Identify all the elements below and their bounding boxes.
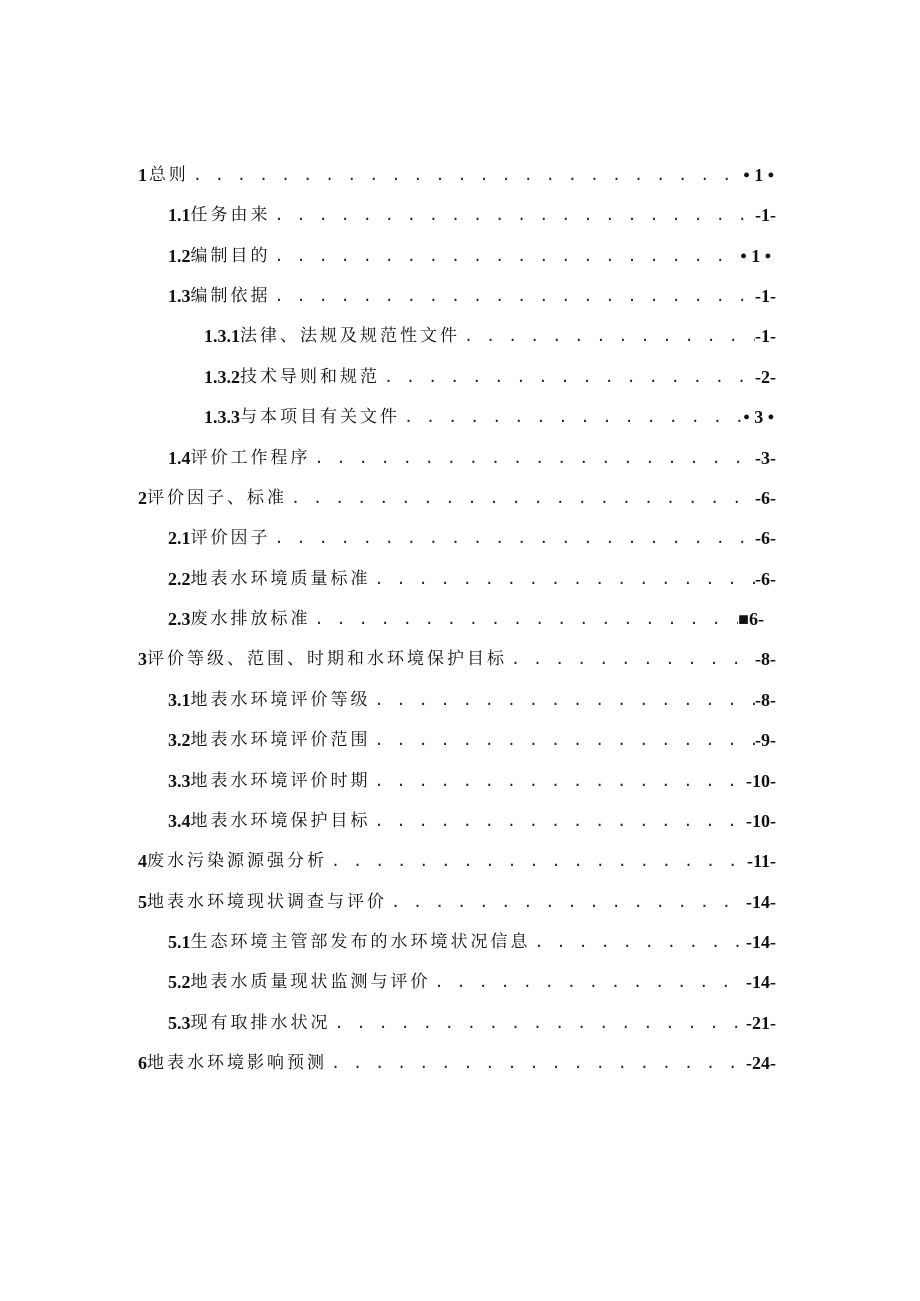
toc-entry-page: -6- — [755, 528, 776, 548]
toc-entry[interactable] — [168, 443, 776, 473]
toc-entry-page: -1- — [755, 205, 776, 225]
toc-entry-title: 地表水环境评价时期 — [190, 771, 371, 791]
toc-entry-title: 编制目的 — [190, 246, 271, 266]
toc-leader-dots — [331, 1008, 747, 1038]
toc-entry-title: 废水排放标准 — [190, 609, 311, 629]
toc-entry[interactable] — [168, 725, 776, 755]
toc-entry[interactable] — [138, 846, 776, 876]
toc-entry[interactable] — [138, 644, 776, 674]
toc-entry-number: 4 — [138, 851, 147, 871]
toc-entry[interactable] — [168, 241, 771, 271]
toc-entry-title: 地表水环境评价等级 — [190, 690, 371, 710]
toc-entry-title: 地表水环境影响预测 — [147, 1053, 327, 1073]
toc-leader-dots — [271, 241, 741, 271]
toc-entry-number: 1.3 — [168, 286, 191, 306]
toc-entry[interactable] — [168, 604, 764, 634]
toc-entry-number: 3.4 — [168, 811, 191, 831]
toc-entry-page: -10- — [746, 811, 776, 831]
toc-leader-dots — [311, 604, 739, 634]
toc-entry[interactable] — [204, 321, 776, 351]
toc-entry-number: 2.1 — [168, 528, 191, 548]
toc-entry-number: 1 — [138, 165, 147, 185]
toc-entry-number: 1.3.2 — [204, 367, 240, 387]
toc-leader-dots — [380, 362, 755, 392]
toc-leader-dots — [387, 887, 746, 917]
toc-entry[interactable] — [168, 967, 776, 997]
toc-entry[interactable] — [168, 806, 776, 836]
toc-entry-title: 地表水环境现状调查与评价 — [147, 892, 387, 912]
toc-entry-title: 技术导则和规范 — [240, 367, 380, 387]
toc-entry-title: 地表水环境评价范围 — [190, 730, 371, 750]
toc-leader-dots — [271, 281, 756, 311]
toc-entry-title: 总则 — [148, 165, 189, 185]
toc-entry-page: -9- — [755, 730, 776, 750]
toc-leader-dots — [271, 200, 756, 230]
toc-entry-title: 地表水环境质量标准 — [190, 569, 371, 589]
toc-entry[interactable] — [138, 1048, 776, 1078]
toc-entry-number: 3.2 — [168, 730, 191, 750]
toc-entry-page: -6- — [755, 488, 776, 508]
toc-entry-title: 评价因子 — [190, 528, 271, 548]
toc-entry-title: 任务由来 — [190, 205, 271, 225]
toc-entry-number: 6 — [138, 1053, 147, 1073]
toc-entry-title: 现有取排水状况 — [190, 1013, 331, 1033]
toc-leader-dots — [431, 967, 747, 997]
toc-leader-dots — [507, 644, 755, 674]
toc-entry[interactable] — [168, 1008, 776, 1038]
toc-entry-page: • 1 • — [740, 246, 771, 266]
toc-entry[interactable] — [138, 483, 776, 513]
toc-leader-dots — [371, 564, 756, 594]
toc-entry[interactable] — [204, 402, 774, 432]
toc-entry[interactable] — [168, 564, 776, 594]
toc-entry-page: -6- — [755, 569, 776, 589]
toc-leader-dots — [327, 846, 747, 876]
toc-entry[interactable] — [138, 160, 774, 190]
toc-entry-page: -14- — [746, 972, 776, 992]
toc-leader-dots — [371, 725, 756, 755]
toc-entry-number: 3.1 — [168, 690, 191, 710]
toc-entry-page: -1- — [755, 286, 776, 306]
toc-entry-page: • 3 • — [743, 407, 774, 427]
toc-leader-dots — [460, 321, 755, 351]
toc-entry-number: 1.2 — [168, 246, 191, 266]
toc-leader-dots — [287, 483, 755, 513]
toc-entry[interactable] — [168, 927, 776, 957]
toc-entry[interactable] — [168, 766, 776, 796]
toc-leader-dots — [400, 402, 743, 432]
toc-entry-number: 2.2 — [168, 569, 191, 589]
toc-entry-number: 5.3 — [168, 1013, 191, 1033]
toc-entry-page: -24- — [746, 1053, 776, 1073]
toc-entry-number: 5 — [138, 892, 147, 912]
toc-entry-title: 评价等级、范围、时期和水环境保护目标 — [147, 649, 507, 669]
toc-entry[interactable] — [204, 362, 776, 392]
toc-entry-page: -2- — [755, 367, 776, 387]
toc-leader-dots — [531, 927, 747, 957]
toc-leader-dots — [371, 766, 747, 796]
toc-leader-dots — [371, 685, 756, 715]
toc-entry[interactable] — [168, 523, 776, 553]
toc-entry-title: 与本项目有关文件 — [240, 407, 400, 427]
toc-entry-number: 1.1 — [168, 205, 191, 225]
toc-entry[interactable] — [168, 281, 776, 311]
toc-entry-page: -3- — [755, 448, 776, 468]
toc-entry-number: 1.3.1 — [204, 326, 240, 346]
toc-entry-title: 生态环境主管部发布的水环境状况信息 — [190, 932, 531, 952]
toc-entry-page: -21- — [746, 1013, 776, 1033]
toc-entry-title: 地表水环境保护目标 — [190, 811, 371, 831]
toc-entry-page: -8- — [755, 649, 776, 669]
toc-entry-title: 编制依据 — [190, 286, 271, 306]
toc-entry-page: -10- — [746, 771, 776, 791]
toc-leader-dots — [327, 1048, 746, 1078]
toc-leader-dots — [311, 443, 756, 473]
toc-entry-title: 废水污染源源强分析 — [147, 851, 327, 871]
toc-entry-title: 评价因子、标准 — [147, 488, 287, 508]
toc-entry-page: • 1 • — [743, 165, 774, 185]
toc-entry-page: -1- — [755, 326, 776, 346]
toc-entry-page: -14- — [746, 892, 776, 912]
toc-entry-number: 1.3.3 — [204, 407, 240, 427]
toc-leader-dots — [189, 160, 744, 190]
toc-entry-title: 法律、法规及规范性文件 — [240, 326, 460, 346]
toc-entry-page: -11- — [747, 851, 776, 871]
toc-entry-number: 3 — [138, 649, 147, 669]
toc-entry[interactable] — [168, 200, 776, 230]
toc-leader-dots — [371, 806, 747, 836]
toc-entry-page: ■6- — [738, 609, 764, 629]
toc-entry-number: 2.3 — [168, 609, 191, 629]
toc-entry-page: -8- — [755, 690, 776, 710]
toc-entry[interactable] — [138, 887, 776, 917]
toc-entry-number: 2 — [138, 488, 147, 508]
toc-leader-dots — [271, 523, 756, 553]
toc-entry-number: 1.4 — [168, 448, 191, 468]
toc-entry-number: 5.1 — [168, 932, 191, 952]
toc-entry-title: 地表水质量现状监测与评价 — [190, 972, 431, 992]
toc-entry[interactable] — [168, 685, 776, 715]
toc-entry-title: 评价工作程序 — [190, 448, 311, 468]
toc-entry-number: 5.2 — [168, 972, 191, 992]
toc-entry-number: 3.3 — [168, 771, 191, 791]
toc-entry-page: -14- — [746, 932, 776, 952]
